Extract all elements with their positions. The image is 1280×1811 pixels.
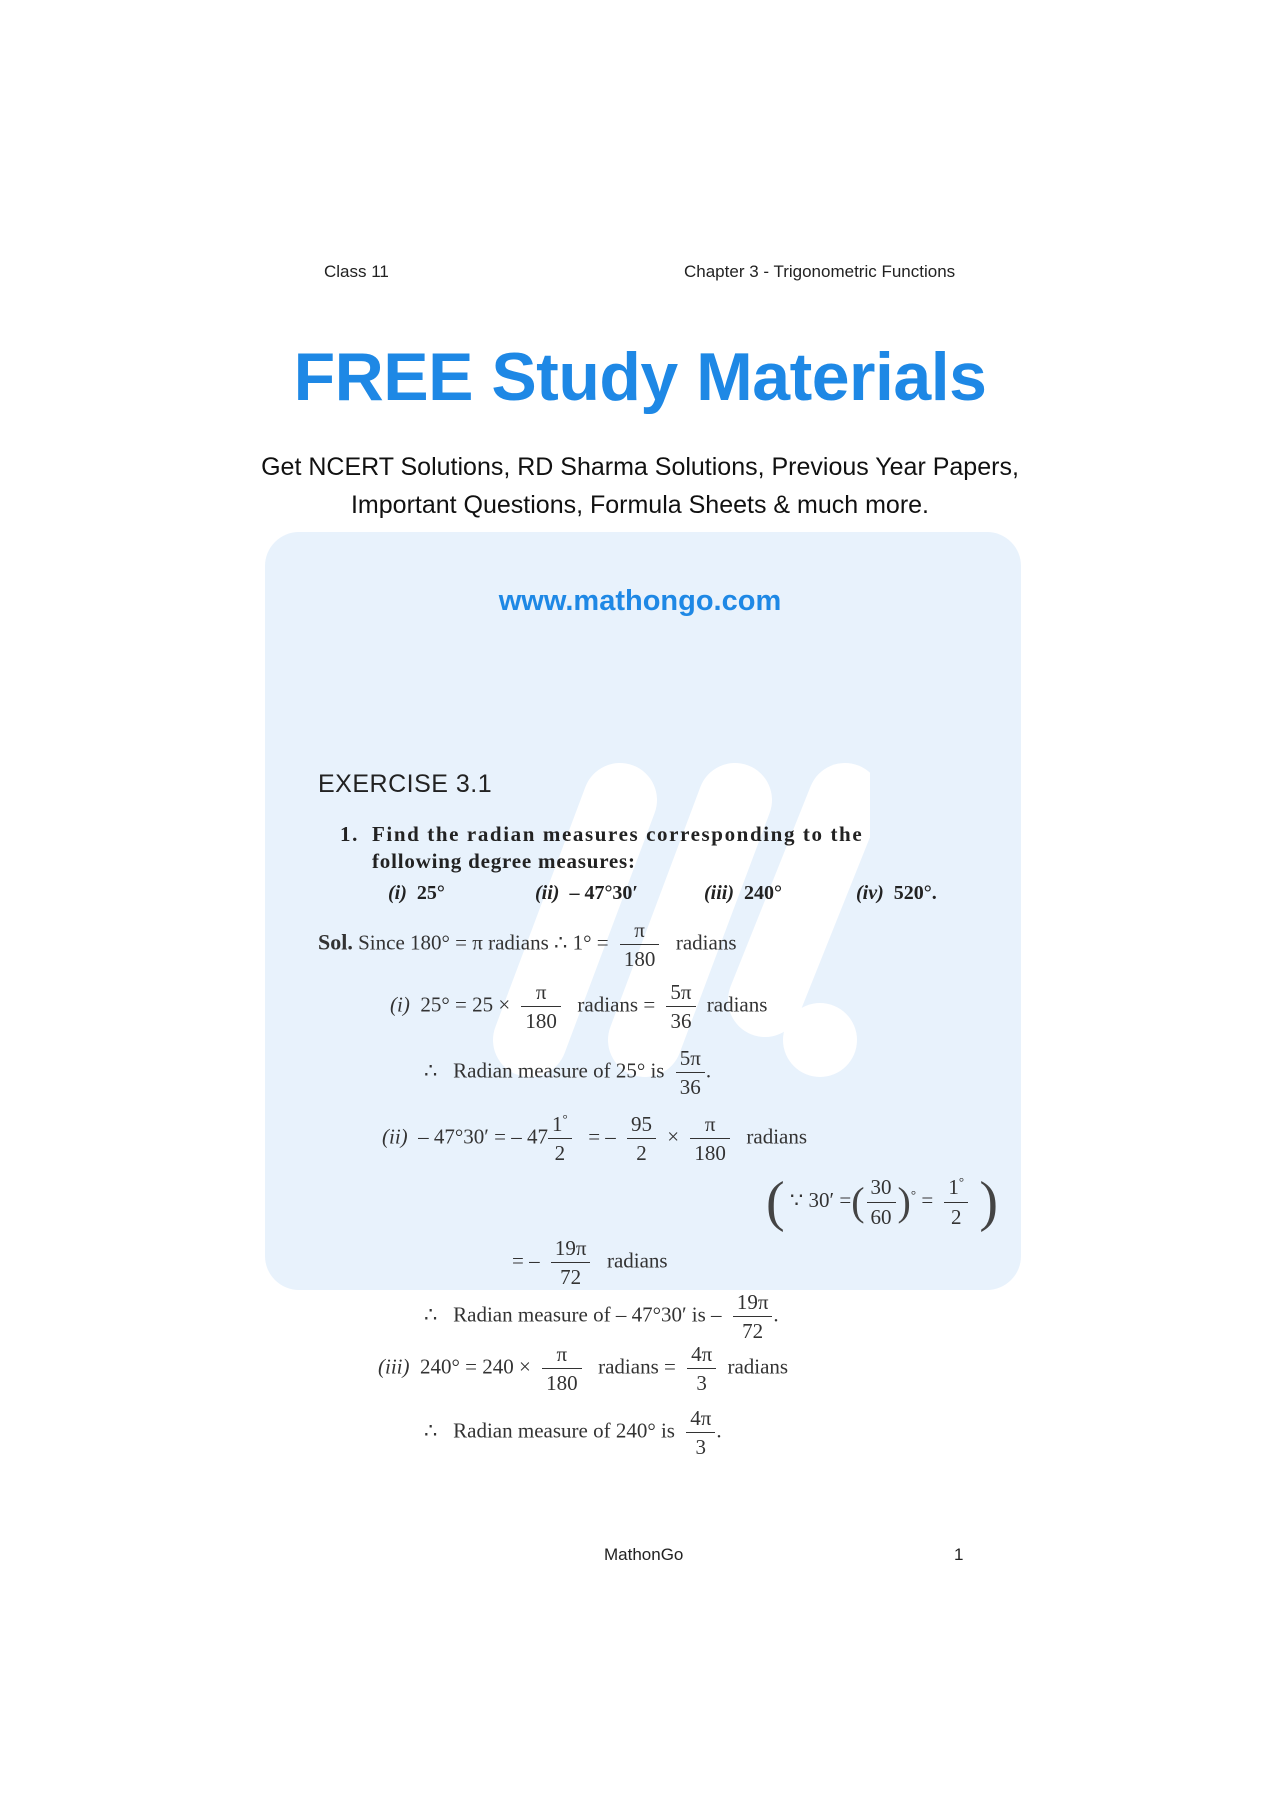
result-i: ∴ Radian measure of 25° is $\frac{5\pi}{36}$ .: [424, 1046, 712, 1100]
option-label: (iii): [704, 882, 734, 904]
solution-intro: [318, 918, 737, 971]
option-value: 520°.: [893, 882, 937, 904]
fraction-pi-180: $\frac{\pi}{180}$: [620, 918, 660, 971]
result-iii-text: Radian measure of 240° is: [453, 1418, 675, 1443]
option-i: [388, 882, 445, 905]
sol-label: Sol.: [318, 929, 353, 955]
exercise-title: EXERCISE 3.1: [318, 770, 493, 798]
step-ii-expr: – 47°30′ = – 47: [418, 1124, 548, 1149]
option-iv: [856, 882, 937, 905]
footer-page-number: 1: [954, 1545, 964, 1564]
option-ii: [535, 882, 638, 905]
step-iii-label: (iii): [378, 1354, 410, 1379]
step-ii-result-line: = – $\frac{19\pi}{72}$ radians: [512, 1236, 668, 1290]
step-ii-label: (ii): [382, 1124, 408, 1149]
promo-title: FREE Study Materials: [293, 339, 987, 415]
option-label: (iv): [856, 882, 884, 904]
option-value: 240°: [744, 882, 782, 904]
result-ii: ∴ Radian measure of – 47°30′ is – $\frac{19\pi}{72}$ .: [424, 1290, 779, 1344]
step-i-label: (i): [390, 992, 410, 1017]
result-iii: ∴ Radian measure of 240° is $\frac{4\pi}{3}$ .: [424, 1406, 722, 1460]
step-i-expr: 25° = 25 ×: [420, 992, 511, 1017]
option-iii: [704, 882, 782, 905]
step-iii: (iii) 240° = 240 × $\frac{\pi}{180}$ radians = $\frac{4\pi}{3}$ radians: [378, 1342, 789, 1396]
result-ii-text: Radian measure of – 47°30′ is –: [453, 1302, 722, 1327]
option-value: 25°: [416, 882, 445, 904]
question-line-2: following degree measures:: [372, 849, 636, 873]
promo-line-2: Important Questions, Formula Sheets & much more.: [350, 491, 929, 519]
option-label: (ii): [535, 882, 560, 904]
step-ii: (ii) – 47°30′ = – 47 $\frac{1^\circ}{2}$ = – $\frac{95}{2}$ × $\frac{\pi}{180}$ radians: [382, 1111, 808, 1166]
step-iii-expr: 240° = 240 ×: [420, 1354, 531, 1379]
because-text: ∵ 30′ =: [789, 1187, 852, 1212]
website-link[interactable]: www.mathongo.com: [498, 585, 782, 617]
step-i: (i) 25° = 25 × $\frac{\pi}{180}$ radians = $\frac{5\pi}{36}$ radians: [390, 980, 768, 1034]
option-value: – 47°30′: [569, 882, 639, 904]
radians-text: radians: [675, 930, 737, 955]
question-line-1: Find the radian measures corresponding to the: [372, 822, 864, 846]
intro-text: Since 180° = π radians ∴ 1° =: [358, 930, 609, 955]
because-note: ( ∵ 30′ =( $\frac{30}{60}$ )° = $\frac{1^\circ}{2}$ ): [766, 1171, 999, 1233]
question-number: 1.: [340, 822, 359, 846]
footer-brand: MathonGo: [604, 1545, 684, 1564]
result-i-text: Radian measure of 25° is: [453, 1058, 665, 1083]
header-class: Class 11: [324, 262, 389, 281]
option-label: (i): [388, 882, 407, 904]
promo-line-1: Get NCERT Solutions, RD Sharma Solutions, Previous Year Papers,: [261, 453, 1019, 481]
header-chapter: Chapter 3 - Trigonometric Functions: [684, 262, 956, 281]
